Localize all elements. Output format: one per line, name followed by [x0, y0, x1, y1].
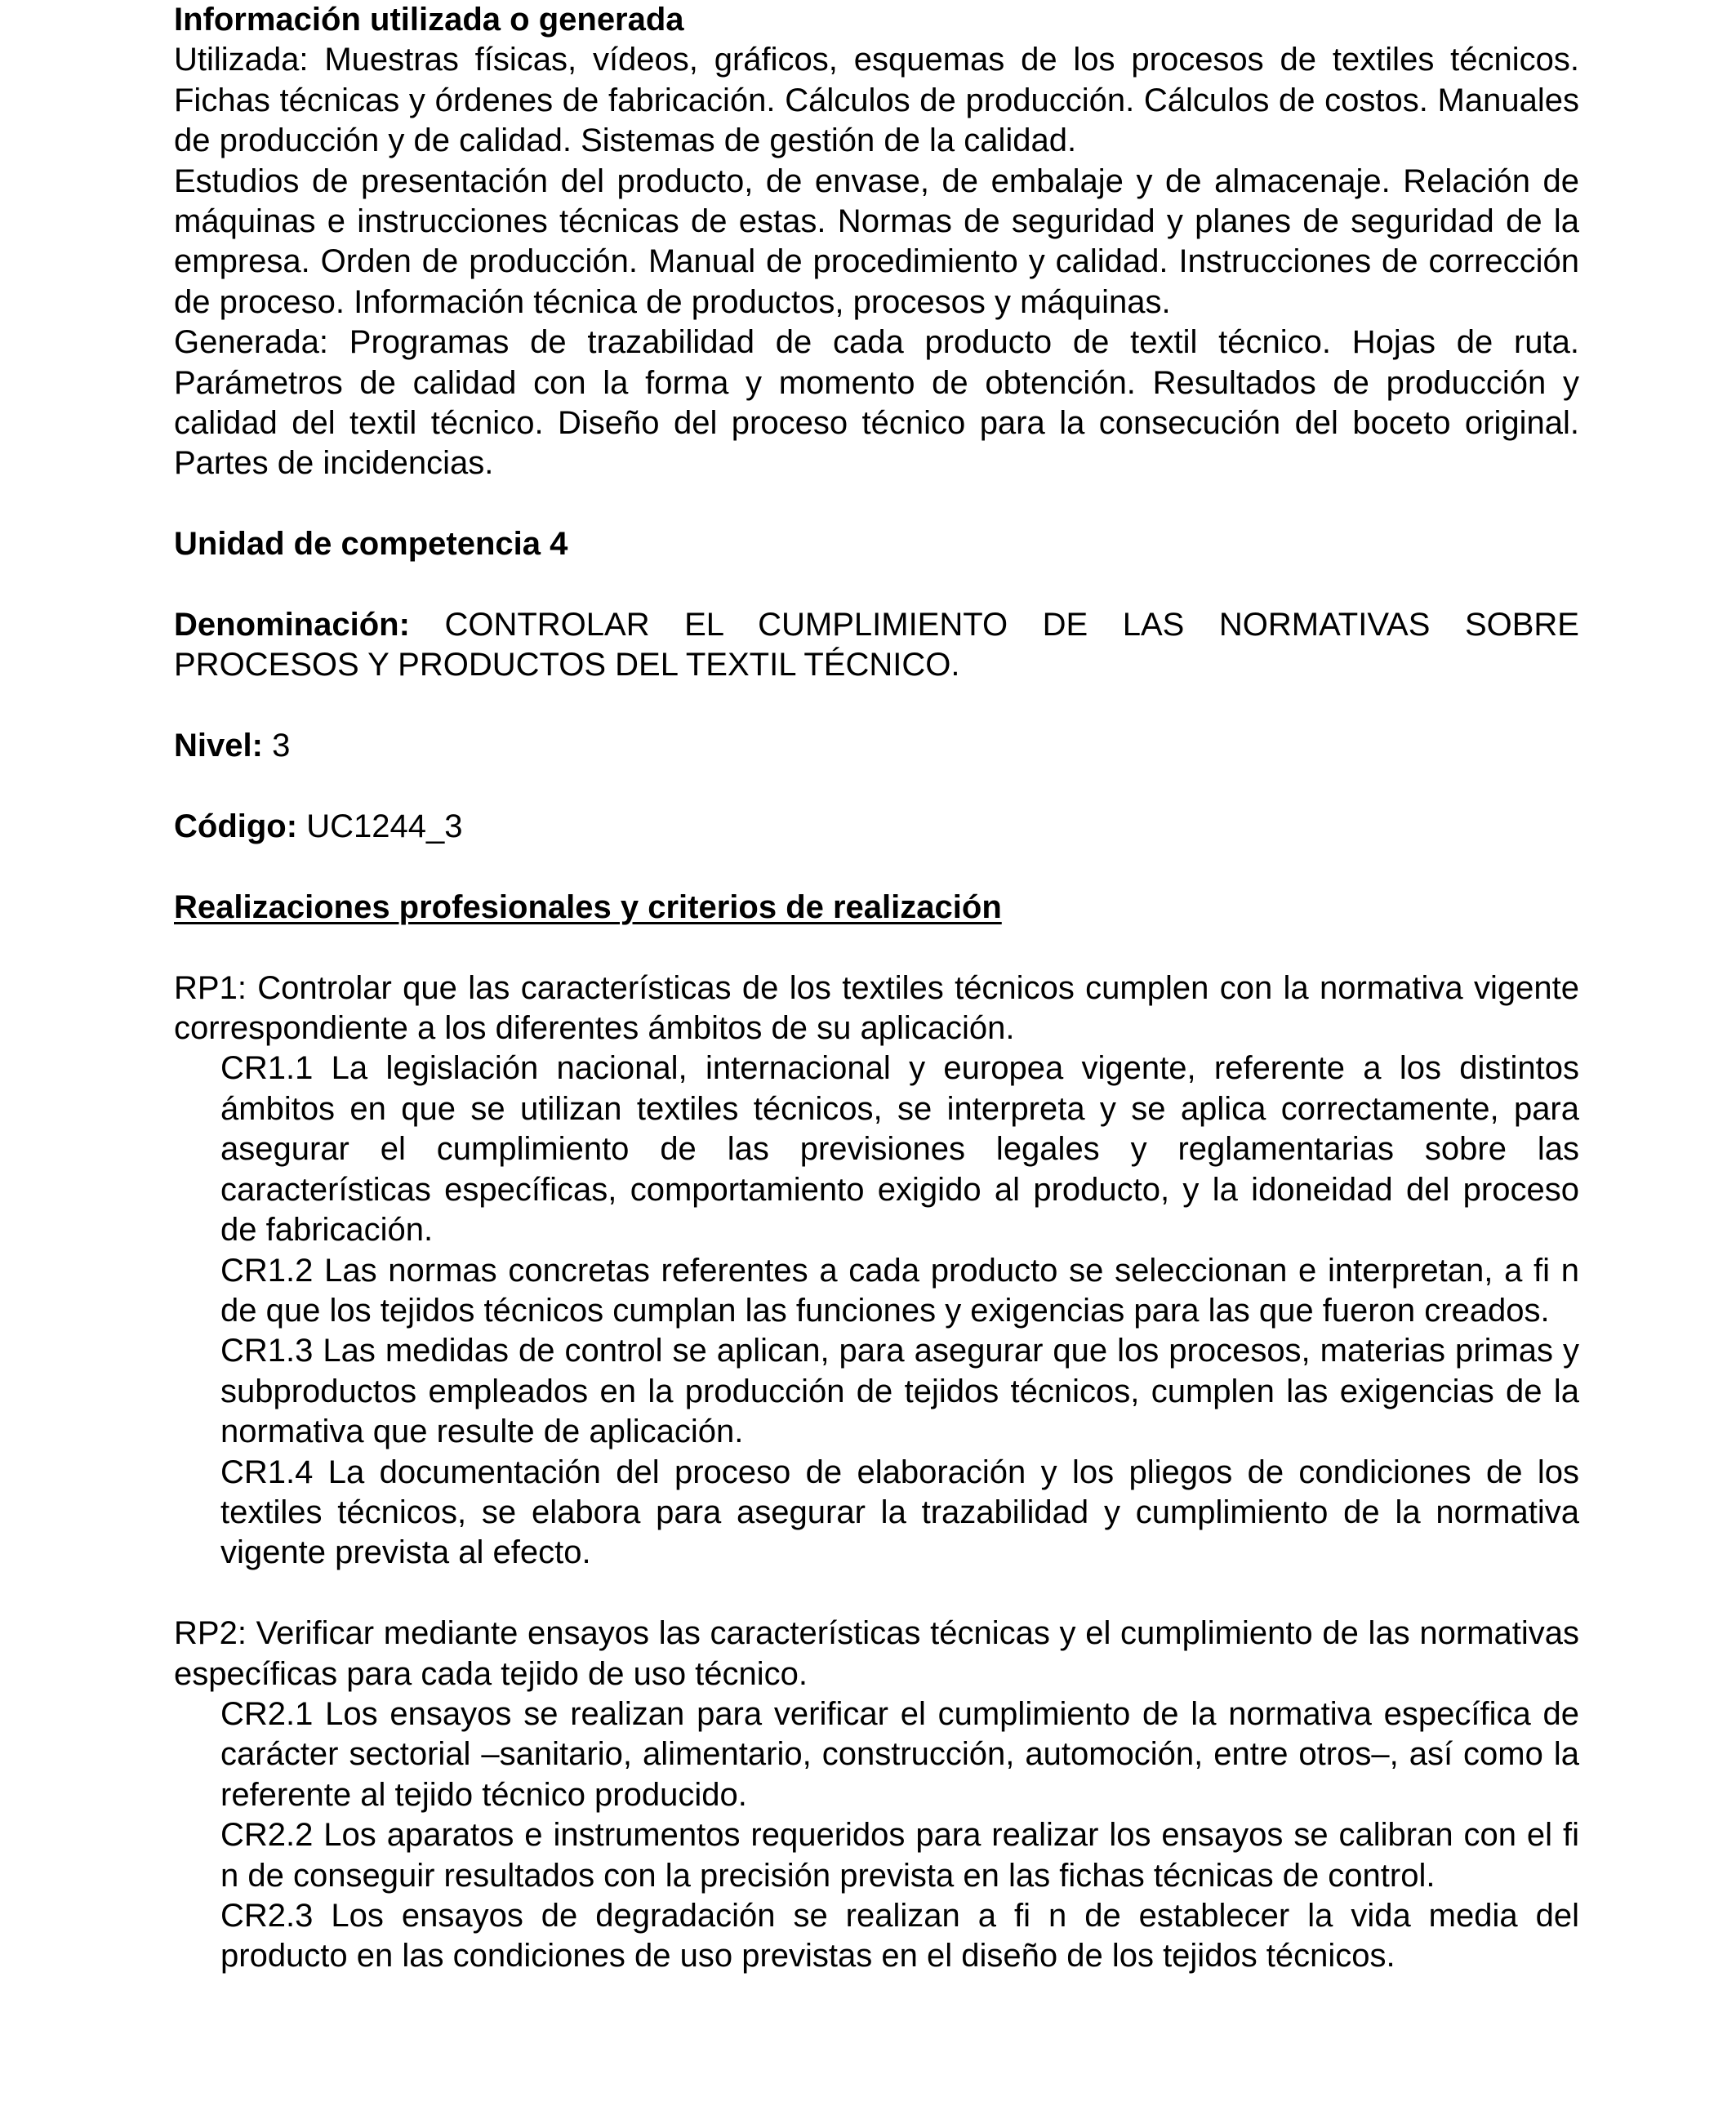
rp2-criterion: CR2.1 Los ensayos se realizan para verificar el cumplimiento de la normativa específica de carácter sectorial –sanitario, alimentario, construcción, automoción, entre otros–, así como la referente al tejido técnico producido. — [220, 1695, 1579, 1813]
denominacion-label: Denominación: — [174, 607, 410, 643]
spacer — [174, 847, 1579, 887]
nivel-line — [174, 726, 1579, 766]
denominacion-line — [174, 605, 1579, 686]
info-used-paragraph-2: Estudios de presentación del producto, de envase, de embalaje y de almacenaje. Relación de máquinas e instrucciones técnicas de estas. Normas de seguridad y planes de seguridad de la empresa. Orden de producción. Manual de procedimiento y calidad. Instrucciones de corrección de proceso. Información técnica de productos, procesos y máquinas. — [174, 163, 1579, 320]
nivel-value: 3 — [272, 728, 291, 764]
rp2-criterion: CR2.2 Los aparatos e instrumentos requeridos para realizar los ensayos se calibran con el fi n de conseguir resultados con la precisión prevista en las fichas técnicas de control. — [220, 1817, 1579, 1894]
rp1-criterion: CR1.4 La documentación del proceso de elaboración y los pliegos de condiciones de los textiles técnicos, se elabora para asegurar la trazabilidad y cumplimiento de la normativa vigente prevista al efecto. — [220, 1454, 1579, 1571]
codigo-line — [174, 807, 1579, 847]
rp1-criterion: CR1.2 Las normas concretas referentes a cada producto se seleccionan e interpretan, a fi n de que los tejidos técnicos cumplan las funciones y exigencias para las que fueron creados. — [220, 1252, 1579, 1329]
spacer — [174, 686, 1579, 726]
spacer — [174, 767, 1579, 807]
rp2-title: RP2: Verificar mediante ensayos las características técnicas y el cumplimiento de las normativas específicas para cada tejido de uso técnico. — [174, 1615, 1579, 1692]
document-page — [174, 0, 1579, 1977]
spacer — [174, 928, 1579, 968]
codigo-label: Código: — [174, 808, 298, 845]
rp1-title: RP1: Controlar que las características de los textiles técnicos cumplen con la normativa vigente correspondiente a los diferentes ámbitos de su aplicación. — [174, 969, 1579, 1047]
realizaciones-heading-line — [174, 888, 1579, 928]
realizaciones-heading: Realizaciones profesionales y criterios de realización — [174, 888, 1002, 925]
rp1-criterion: CR1.3 Las medidas de control se aplican, para asegurar que los procesos, materias primas y subproductos empleados en la producción de tejidos técnicos, cumplen las exigencias de la normativa que resulte de aplicación. — [220, 1333, 1579, 1450]
spacer — [174, 565, 1579, 605]
info-generated-paragraph: Generada: Programas de trazabilidad de cada producto de textil técnico. Hojas de ruta. Parámetros de calidad con la forma y momento de obtención. Resultados de producción y calidad del textil técnico. Diseño del proceso técnico para la consecución del boceto original. Partes de incidencias. — [174, 324, 1579, 482]
codigo-value: UC1244_3 — [306, 808, 463, 845]
nivel-label: Nivel: — [174, 728, 263, 764]
info-used-paragraph-1: Utilizada: Muestras físicas, vídeos, gráficos, esquemas de los procesos de textiles técnicos. Fichas técnicas y órdenes de fabricación. Cálculos de producción. Cálculos de costos. Manuales de producción y de calidad. Sistemas de gestión de la calidad. — [174, 42, 1579, 159]
spacer — [174, 484, 1579, 524]
unit-title: Unidad de competencia 4 — [174, 526, 568, 563]
rp2-criterion: CR2.3 Los ensayos de degradación se realizan a fi n de establecer la vida media del producto en las condiciones de uso previstas en el diseño de los tejidos técnicos. — [220, 1897, 1579, 1975]
spacer — [174, 1574, 1579, 1614]
rp1-criterion: CR1.1 La legislación nacional, internacional y europea vigente, referente a los distintos ámbitos en que se utilizan textiles técnicos, se interpreta y se aplica correctamente, para asegurar el cumplimiento de las previsiones legales y reglamentarias sobre las características específicas, comportamiento exigido al producto, y la idoneidad del proceso de fabricación. — [220, 1050, 1579, 1249]
info-heading: Información utilizada o generada — [174, 2, 684, 38]
denominacion-value: CONTROLAR EL CUMPLIMIENTO DE LAS NORMATIVAS SOBRE PROCESOS Y PRODUCTOS DEL TEXTIL TÉCNICO. — [174, 607, 1579, 683]
